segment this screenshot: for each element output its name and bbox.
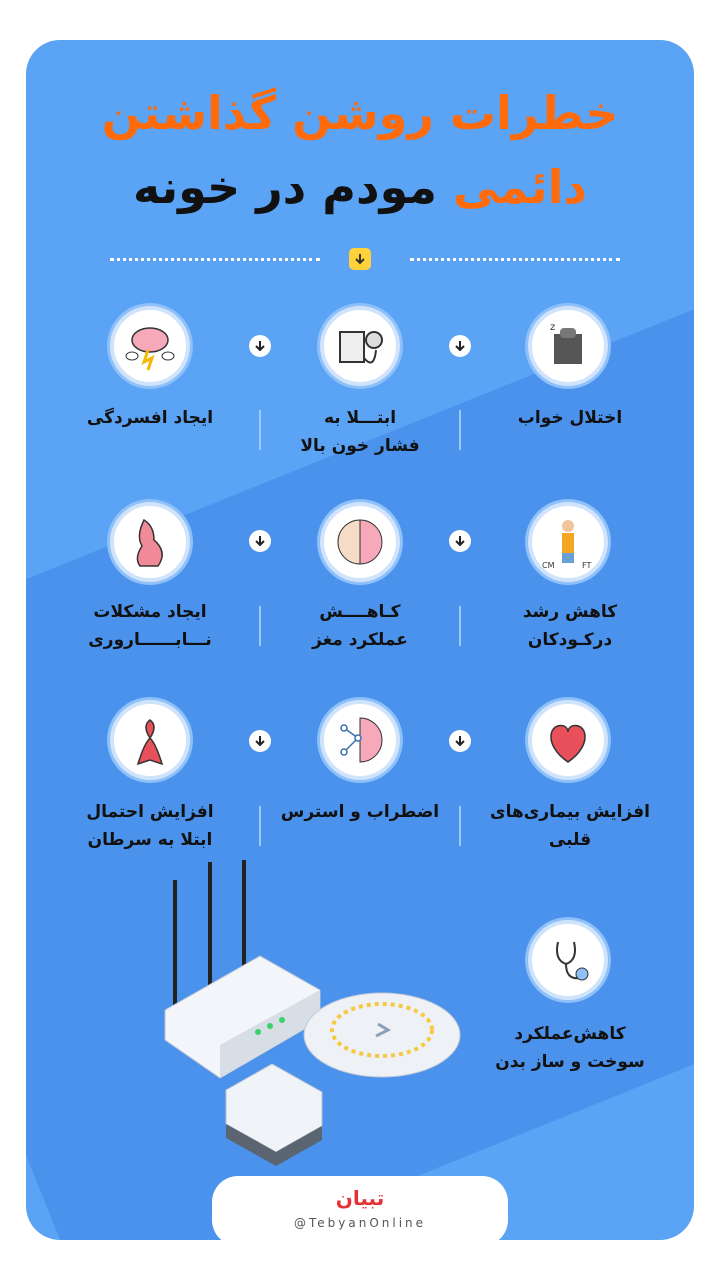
title-line-1: خطرات روشن گذاشتن xyxy=(101,86,619,140)
label-infertility: ایجاد مشکلات نـــابــــــاروری xyxy=(88,602,212,650)
label-growth: کاهش رشد درکـودکان xyxy=(522,602,618,650)
label-sleep: اختلال خواب xyxy=(517,408,623,428)
label-blood-pressure: ابتـــلا به فشار خون بالا xyxy=(300,408,420,456)
footer-brand-pill xyxy=(212,1176,508,1246)
label-heart-disease: افزایش بیماری‌های قلبی xyxy=(490,802,650,850)
svg-text:CM: CM xyxy=(542,561,555,570)
label-brain-function: کـاهــــش عملکرد مغز xyxy=(312,602,408,650)
label-cancer: افزایش احتمال ابتلا به سرطان xyxy=(86,802,214,850)
title-rest: مودم در خونه xyxy=(133,160,437,214)
social-handle: @TebyanOnline xyxy=(293,1216,427,1230)
svg-text:FT: FT xyxy=(582,561,592,570)
brand-logo: تبیان xyxy=(335,1186,385,1210)
label-anxiety: اضطراب و استرس xyxy=(280,802,440,822)
label-metabolism: کاهش‌عملکرد سوخت و ساز بدن xyxy=(495,1024,645,1072)
svg-text:z: z xyxy=(550,322,556,333)
label-depression: ایجاد افسردگی xyxy=(86,408,214,428)
title-accent: دائمی xyxy=(452,160,587,214)
